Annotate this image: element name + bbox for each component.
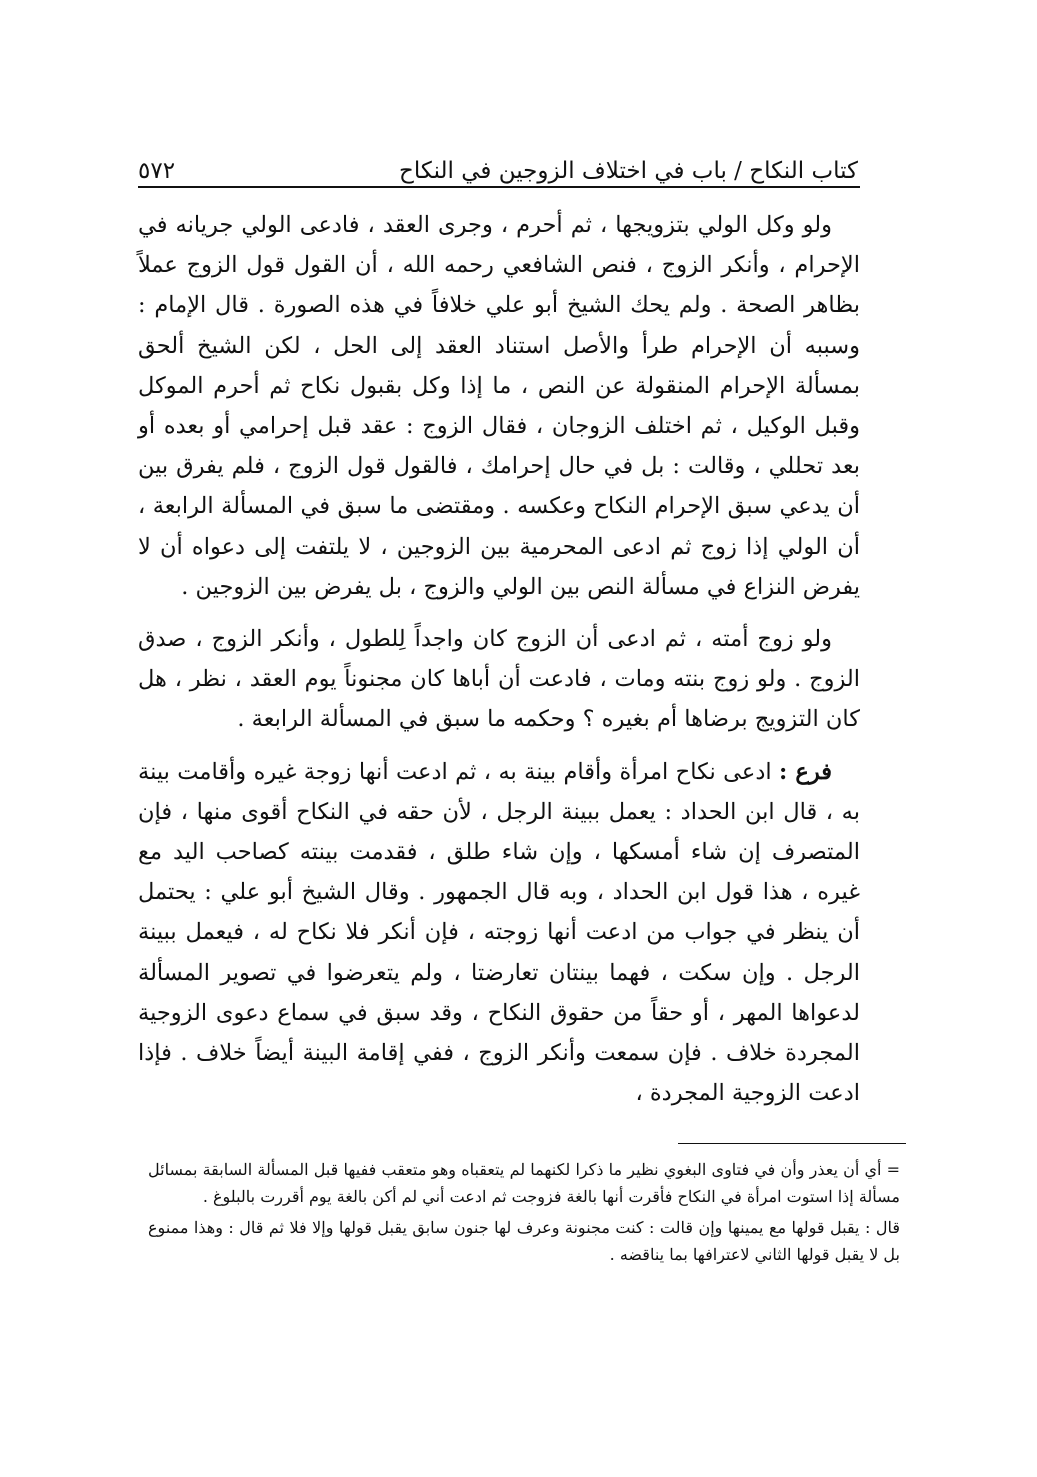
page-number: ٥٧٢ <box>138 158 176 184</box>
header-rule <box>138 186 860 188</box>
running-title: كتاب النكاح / باب في اختلاف الزوجين في النكاح <box>399 158 858 184</box>
paragraph-1: ولو وكل الولي بتزويجها ، ثم أحرم ، وجرى العقد ، فادعى الولي جريانه في الإحرام ، وأنكر الزوج ، فنص الشافعي رحمه الله ، أن القول قول الزوج عملاً بظاهر الصحة . ولم يحك الشيخ أبو علي خلافاً في هذه الصورة . قال الإمام : وسببه أن الإحرام طرأ والأصل استناد العقد إلى الحل ، لكن الشيخ ألحق بمسألة الإحرام المنقولة عن النص ، ما إذا وكل بقبول نكاح ثم أحرم الموكل وقبل الوكيل ، ثم اختلف الزوجان ، فقال الزوج : عقد قبل إحرامي أو بعده أو بعد تحللي ، وقالت : بل في حال إحرامك ، فالقول قول الزوج ، فلم يفرق بين أن يدعي سبق الإحرام النكاح وعكسه . ومقتضى ما سبق في المسألة الرابعة ، أن الولي إذا زوج ثم ادعى المحرمية بين الزوجين ، لا يلتفت إلى دعواه أن لا يفرض النزاع في مسألة النص بين الولي والزوج ، بل يفرض بين الزوجين . <box>138 212 860 600</box>
far-label: فرع : <box>779 758 832 785</box>
page-header <box>138 150 858 184</box>
paragraph-2: ولو زوج أمته ، ثم ادعى أن الزوج كان واجداً لِلطول ، وأنكر الزوج ، صدق الزوج . ولو زوج بنته ومات ، فادعت أن أباها كان مجنوناً يوم العقد ، نظر ، هل كان التزويج برضاها أم بغيره ؟ وحكمه ما سبق في المسألة الرابعة . <box>138 626 860 733</box>
footnote-2: قال : يقبل قولها مع يمينها وإن قالت : كنت مجنونة وعرف لها جنون سابق يقبل قولها وإلا فلا ثم قال : وهذا ممنوع بل لا يقبل قولها الثاني لاعترافها بما يناقضه . <box>148 1218 900 1264</box>
footnotes <box>148 1156 900 1268</box>
main-text <box>138 205 860 1113</box>
far-text: ادعى نكاح امرأة وأقام بينة به ، ثم ادعت أنها زوجة غيره وأقامت بينة به ، قال ابن الحداد : يعمل ببينة الرجل ، لأن حقه في النكاح أقوى منها ، فإن المتصرف إن شاء أمسكها ، وإن شاء طلق ، فقدمت بينته كصاحب اليد مع غيره ، هذا قول ابن الحداد ، وبه قال الجمهور . وقال الشيخ أبو علي : يحتمل أن ينظر في جواب من ادعت أنها زوجته ، فإن أنكر فلا نكاح له ، فيعمل ببينة الرجل . وإن سكت ، فهما بينتان تعارضتا ، ولم يتعرضوا في تصوير المسألة لدعواها المهر ، أو حقاً من حقوق النكاح ، وقد سبق في سماع دعوى الزوجية المجردة خلاف . فإن سمعت وأنكر الزوج ، ففي إقامة البينة أيضاً خلاف . فإذا ادعت الزوجية المجردة ، <box>138 758 860 1107</box>
paragraph-far <box>138 752 860 1114</box>
footnote-1: = أي أن يعذر وأن في فتاوى البغوي نظير ما ذكرا لكنهما لم يتعقباه وهو متعقب ففيها قبل المسألة السابقة بمسائل مسألة إذا استوت امرأة في النكاح فأقرت أنها بالغة فزوجت ثم ادعت أني لم أكن بالغة يوم أقررت بالبلوغ . <box>148 1160 900 1206</box>
footnote-rule <box>678 1143 906 1144</box>
